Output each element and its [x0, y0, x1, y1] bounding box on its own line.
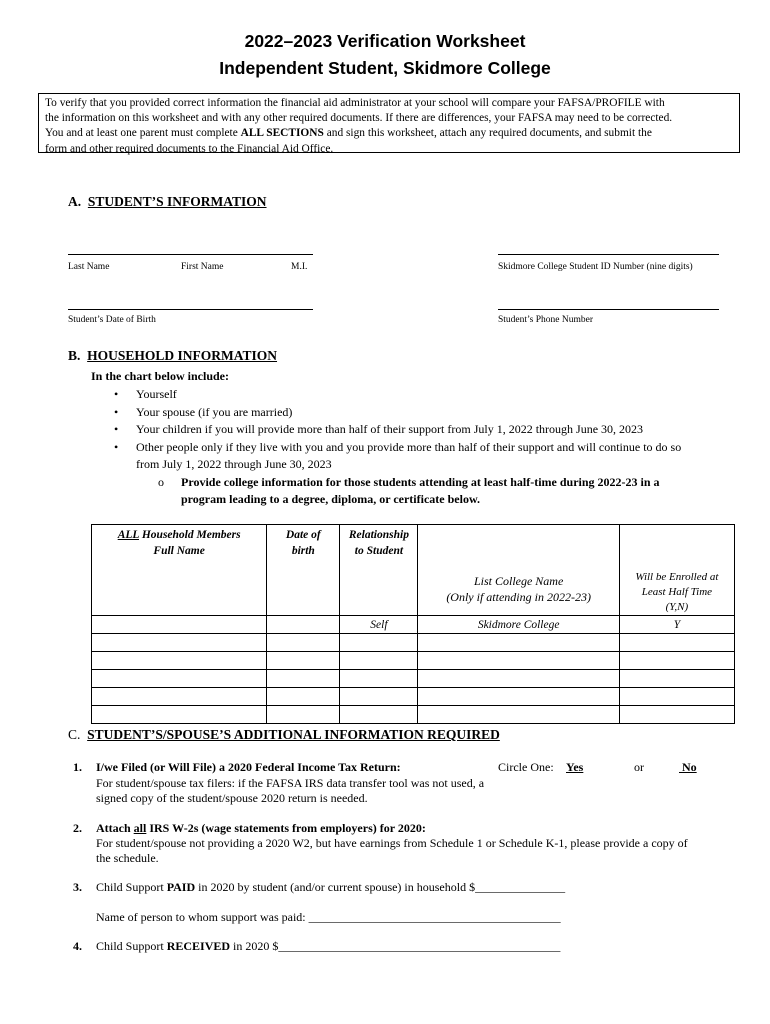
q4-child-support-received[interactable]: Child Support RECEIVED in 2020 $_______________________________________________ [96, 939, 561, 953]
intro-line: form and other required documents to the Financial Aid Office. [45, 142, 334, 155]
bullet-icon: • [114, 387, 119, 401]
table-cell[interactable] [267, 652, 340, 670]
table-cell[interactable] [267, 634, 340, 652]
table-row [92, 616, 735, 634]
table-row [92, 688, 735, 706]
q4-number: 4. [73, 939, 82, 953]
table-cell[interactable] [340, 652, 418, 670]
table-cell[interactable] [418, 706, 619, 724]
q1-number: 1. [73, 760, 82, 774]
table-cell[interactable] [92, 616, 267, 634]
q1-heading: I/we Filed (or Will File) a 2020 Federal Income Tax Return: [96, 760, 401, 774]
table-cell[interactable] [340, 670, 418, 688]
q1-note: For student/spouse tax filers: if the FAFSA IRS data transfer tool was not used, a [96, 776, 485, 790]
q2-heading: Attach all IRS W-2s (wage statements from employers) for 2020: [96, 821, 426, 835]
q2-note: the schedule. [96, 851, 159, 865]
table-cell[interactable] [267, 670, 340, 688]
q3-number: 3. [73, 880, 82, 894]
table-cell[interactable] [619, 652, 734, 670]
table-cell[interactable] [619, 670, 734, 688]
page-subtitle: Independent Student, Skidmore College [219, 58, 551, 78]
table-cell[interactable] [418, 652, 619, 670]
table-cell[interactable] [267, 706, 340, 724]
first-name-label: First Name [181, 262, 224, 272]
bullet-icon: • [114, 422, 119, 436]
mi-label: M.I. [291, 262, 308, 272]
table-row [92, 706, 735, 724]
q1-yes-option[interactable]: Yes [566, 760, 584, 774]
bullet-continuation: from July 1, 2022 through June 30, 2023 [136, 457, 332, 471]
last-name-label: Last Name [68, 262, 110, 272]
q1-no-option[interactable]: No [682, 760, 697, 774]
table-cell: Self [340, 616, 418, 634]
dob-field-line[interactable] [68, 309, 313, 310]
section-c-heading: C. STUDENT’S/SPOUSE’S ADDITIONAL INFORMATION REQUIRED [68, 727, 500, 742]
q1-or: or [634, 760, 644, 774]
table-cell[interactable] [340, 706, 418, 724]
bullet-item: • Your spouse (if you are married) [136, 404, 736, 422]
intro-line: the information on this worksheet and with any other required documents. If there are differences, your FAFSA may need to be corrected. [45, 112, 673, 125]
name-field-line[interactable] [68, 254, 313, 255]
table-cell: Skidmore College [418, 616, 619, 634]
table-cell[interactable] [267, 688, 340, 706]
table-cell: Y [619, 616, 734, 634]
table-cell[interactable] [340, 634, 418, 652]
q2-note: For student/spouse not providing a 2020 W2, but have earnings from Schedule 1 or Schedule K-1, please provide a copy of [96, 836, 688, 850]
table-cell[interactable] [92, 634, 267, 652]
table-cell[interactable] [267, 616, 340, 634]
bullet-item: • Other people only if they live with you and you provide more than half of their support and will continue to do so [136, 439, 736, 457]
household-table [91, 524, 735, 724]
table-cell[interactable] [418, 670, 619, 688]
table-cell[interactable] [92, 688, 267, 706]
table-cell[interactable] [619, 634, 734, 652]
col-header-enrolled: Will be Enrolled at Least Half Time (Y,N) [619, 525, 734, 616]
section-b-heading: B. HOUSEHOLD INFORMATION [68, 348, 278, 363]
bullet-icon: • [114, 404, 119, 419]
sub-bullet-line: Provide college information for those students attending at least half-time during 2022-23 in a [181, 475, 660, 489]
sub-bullet-line: program leading to a degree, diploma, or certificate below. [181, 492, 480, 506]
col-header-dob: Date of birth [267, 525, 340, 616]
intro-line: You and at least one parent must complete ALL SECTIONS and sign this worksheet, attach any required documents, and submit the [45, 127, 652, 140]
household-intro: In the chart below include: [91, 369, 229, 383]
table-row [92, 670, 735, 688]
q1-note: signed copy of the student/spouse 2020 return is needed. [96, 791, 368, 805]
phone-field-line[interactable] [498, 309, 719, 310]
q2-number: 2. [73, 821, 82, 835]
col-header-name: ALL Household Members Full Name [92, 525, 267, 616]
q1-circle-label: Circle One: [498, 760, 554, 774]
household-bullets [114, 386, 736, 474]
sub-bullet-icon: o [158, 475, 164, 489]
section-a-heading: A. STUDENT’S INFORMATION [68, 194, 267, 209]
table-cell[interactable] [619, 688, 734, 706]
dob-label: Student’s Date of Birth [68, 315, 156, 325]
bullet-item: • Yourself [136, 386, 736, 404]
table-cell[interactable] [340, 688, 418, 706]
col-header-relationship: Relationship to Student [340, 525, 418, 616]
page-title: 2022–2023 Verification Worksheet [244, 31, 526, 51]
phone-label: Student’s Phone Number [498, 315, 593, 325]
intro-line: To verify that you provided correct information the financial aid administrator at your school will compare your FAFSA/PROFILE with [45, 97, 665, 109]
table-cell[interactable] [92, 670, 267, 688]
table-cell[interactable] [619, 706, 734, 724]
table-header-row [92, 525, 735, 616]
col-header-college: List College Name (Only if attending in 2022-23) [418, 525, 619, 616]
table-row [92, 652, 735, 670]
intro-box [38, 93, 740, 153]
table-cell[interactable] [418, 634, 619, 652]
student-id-label: Skidmore College Student ID Number (nine digits) [498, 262, 693, 272]
q3-recipient-name[interactable]: Name of person to whom support was paid: __________________________________________ [96, 910, 561, 924]
table-cell[interactable] [92, 652, 267, 670]
q3-child-support-paid[interactable]: Child Support PAID in 2020 by student (and/or current spouse) in household $_______________ [96, 880, 566, 894]
table-cell[interactable] [92, 706, 267, 724]
student-id-field-line[interactable] [498, 254, 719, 255]
bullet-icon: • [114, 439, 119, 454]
table-cell[interactable] [418, 688, 619, 706]
table-row [92, 634, 735, 652]
bullet-item: • Your children if you will provide more than half of their support from July 1, 2022 through June 30, 2023 [136, 421, 736, 439]
